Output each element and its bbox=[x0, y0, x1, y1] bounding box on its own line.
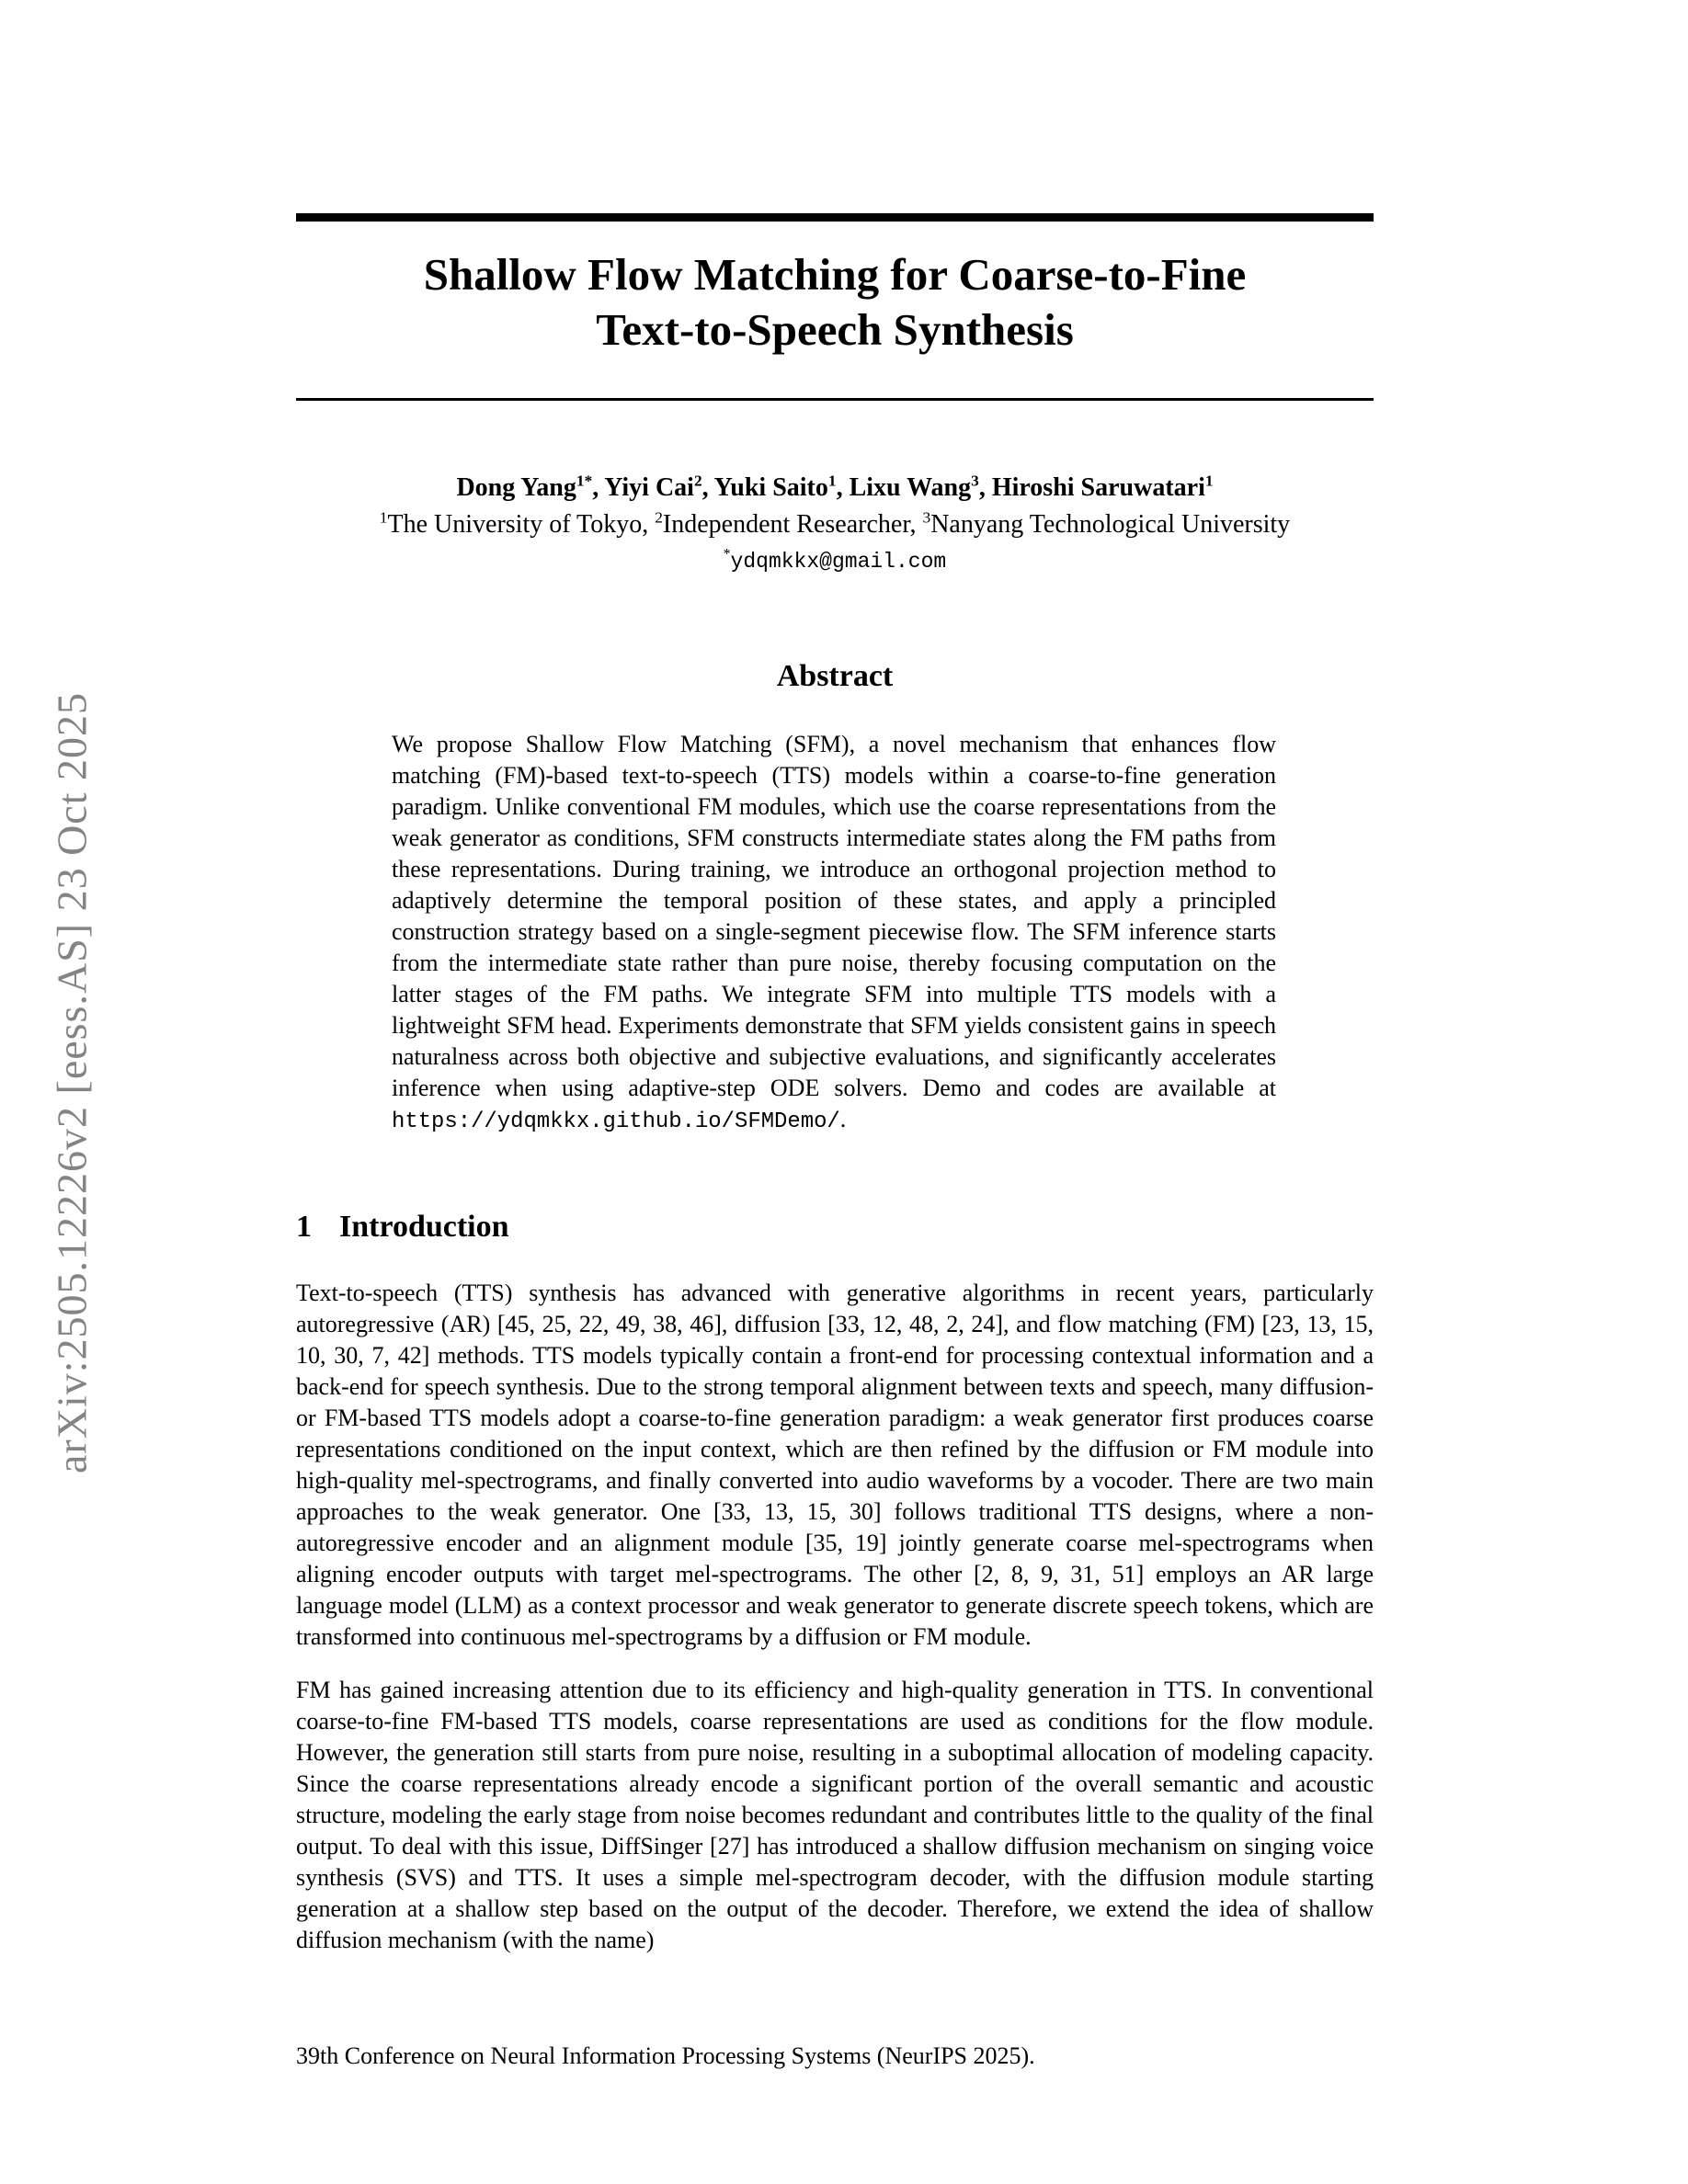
author-separator: , bbox=[836, 473, 850, 502]
title-rule-top bbox=[296, 213, 1374, 222]
affiliation-name: Nanyang Technological University bbox=[930, 510, 1291, 539]
section-number: 1 bbox=[296, 1210, 312, 1244]
title-line-2: Text-to-Speech Synthesis bbox=[596, 304, 1074, 355]
author bbox=[992, 473, 1214, 502]
author-name: Dong Yang bbox=[456, 473, 576, 502]
author bbox=[714, 473, 850, 502]
paper-title bbox=[296, 247, 1374, 358]
arxiv-watermark: arXiv:2505.12226v2 [eess.AS] 23 Oct 2025 bbox=[48, 691, 96, 1474]
paper-content bbox=[296, 0, 1374, 1956]
author-list bbox=[296, 471, 1374, 506]
abstract-url[interactable]: https://ydqmkkx.github.io/SFMDemo/ bbox=[392, 1109, 840, 1134]
author-superscript: 1 bbox=[827, 472, 837, 490]
affiliation-name: Independent Researcher, bbox=[662, 510, 923, 539]
email-line bbox=[296, 544, 1374, 578]
affiliation-superscript: 1 bbox=[379, 508, 388, 527]
email-superscript: * bbox=[723, 546, 731, 563]
author-name: Yuki Saito bbox=[713, 473, 828, 502]
abstract-suffix: . bbox=[839, 1106, 847, 1132]
title-line-1: Shallow Flow Matching for Coarse-to-Fine bbox=[423, 249, 1247, 300]
author-separator: , bbox=[978, 473, 992, 502]
author bbox=[604, 473, 713, 502]
abstract-heading: Abstract bbox=[776, 659, 894, 693]
abstract-text bbox=[392, 729, 1276, 1138]
author bbox=[456, 473, 604, 502]
affiliation bbox=[380, 510, 655, 539]
affiliation-superscript: 3 bbox=[922, 508, 931, 527]
affiliation-name: The University of Tokyo, bbox=[387, 510, 656, 539]
author-superscript: 2 bbox=[693, 472, 702, 490]
title-rule-bottom bbox=[296, 398, 1374, 401]
author-superscript: 1 bbox=[1204, 472, 1214, 490]
author-name: Hiroshi Saruwatari bbox=[991, 473, 1205, 502]
abstract-body-text: We propose Shallow Flow Matching (SFM), a novel mechanism that enhances flow matching (FM)-based text-to-speech (TTS) models within a coarse-to-fine generation paradigm. Unlike conventional FM modules, which use the coarse representations from the weak generator as conditions, SFM constructs intermediate states along the FM paths from these representations. During training, we introduce an orthogonal projection method to adaptively determine the temporal position of these states, and apply a principled construction strategy based on a single-segment piecewise flow. The SFM inference starts from the intermediate state rather than pure noise, thereby focusing computation on the latter stages of the FM paths. We integrate SFM into multiple TTS models with a lightweight SFM head. Experiments demonstrate that SFM yields consistent gains in speech naturalness across both objective and subjective evaluations, and significantly accelerates inference when using adaptive-step ODE solvers. Demo and codes are available at bbox=[392, 731, 1276, 1101]
intro-paragraph-2: FM has gained increasing attention due to its efficiency and high-quality generation in TTS. In conventional coarse-to-fine FM-based TTS models, coarse representations are used as conditions for the flow module. However, the generation still starts from pure noise, resulting in a suboptimal allocation of modeling capacity. Since the coarse representations already encode a significant portion of the overall semantic and acoustic structure, modeling the early stage from noise becomes redundant and contributes little to the quality of the final output. To deal with this issue, DiffSinger [27] has introduced a shallow diffusion mechanism on singing voice synthesis (SVS) and TTS. It uses a simple mel-spectrogram decoder, with the diffusion module starting generation at a shallow step based on the output of the decoder. Therefore, we extend the idea of shallow diffusion mechanism (with the name) bbox=[296, 1677, 1374, 1953]
author-name: Yiyi Cai bbox=[604, 473, 694, 502]
author-superscript: 3 bbox=[971, 472, 979, 490]
author bbox=[850, 473, 992, 502]
section-title: Introduction bbox=[339, 1210, 509, 1244]
intro-paragraph-1: Text-to-speech (TTS) synthesis has advanced with generative algorithms in recent years, particularly autoregressive (AR) [45, 25, 22, 49, 38, 46], diffusion [33, 12, 48, 2, 24], and flow matching (FM) [23, 13, 15, 10, 30, 7, 42] methods. TTS models typically contain a front-end for processing contextual information and a back-end for speech synthesis. Due to the strong temporal alignment between texts and speech, many diffusion- or FM-based TTS models adopt a coarse-to-fine generation paradigm: a weak generator first produces coarse representations conditioned on the input context, which are then refined by the diffusion or FM module into high-quality mel-spectrograms, and finally converted into audio waveforms by a vocoder. There are two main approaches to the weak generator. One [33, 13, 15, 30] follows traditional TTS designs, where a non-autoregressive encoder and an alignment module [35, 19] jointly generate coarse mel-spectrograms when aligning encoder outputs with target mel-spectrograms. The other [2, 8, 9, 31, 51] employs an AR large language model (LLM) as a context processor and weak generator to generate discrete speech tokens, which are transformed into continuous mel-spectrograms by a diffusion or FM module. bbox=[296, 1280, 1374, 1650]
email-address[interactable]: ydqmkkx@gmail.com bbox=[730, 550, 947, 574]
author-separator: , bbox=[701, 473, 714, 502]
affiliation bbox=[923, 510, 1291, 539]
conference-footer: 39th Conference on Neural Information Processing Systems (NeurIPS 2025). bbox=[296, 2042, 1035, 2069]
affiliation bbox=[655, 510, 922, 539]
author-separator: , bbox=[592, 473, 605, 502]
affiliation-superscript: 2 bbox=[655, 508, 663, 527]
affiliation-list bbox=[296, 507, 1374, 542]
author-name: Lixu Wang bbox=[849, 473, 972, 502]
author-superscript: 1* bbox=[576, 472, 593, 490]
section-heading-introduction bbox=[296, 1210, 1374, 1245]
